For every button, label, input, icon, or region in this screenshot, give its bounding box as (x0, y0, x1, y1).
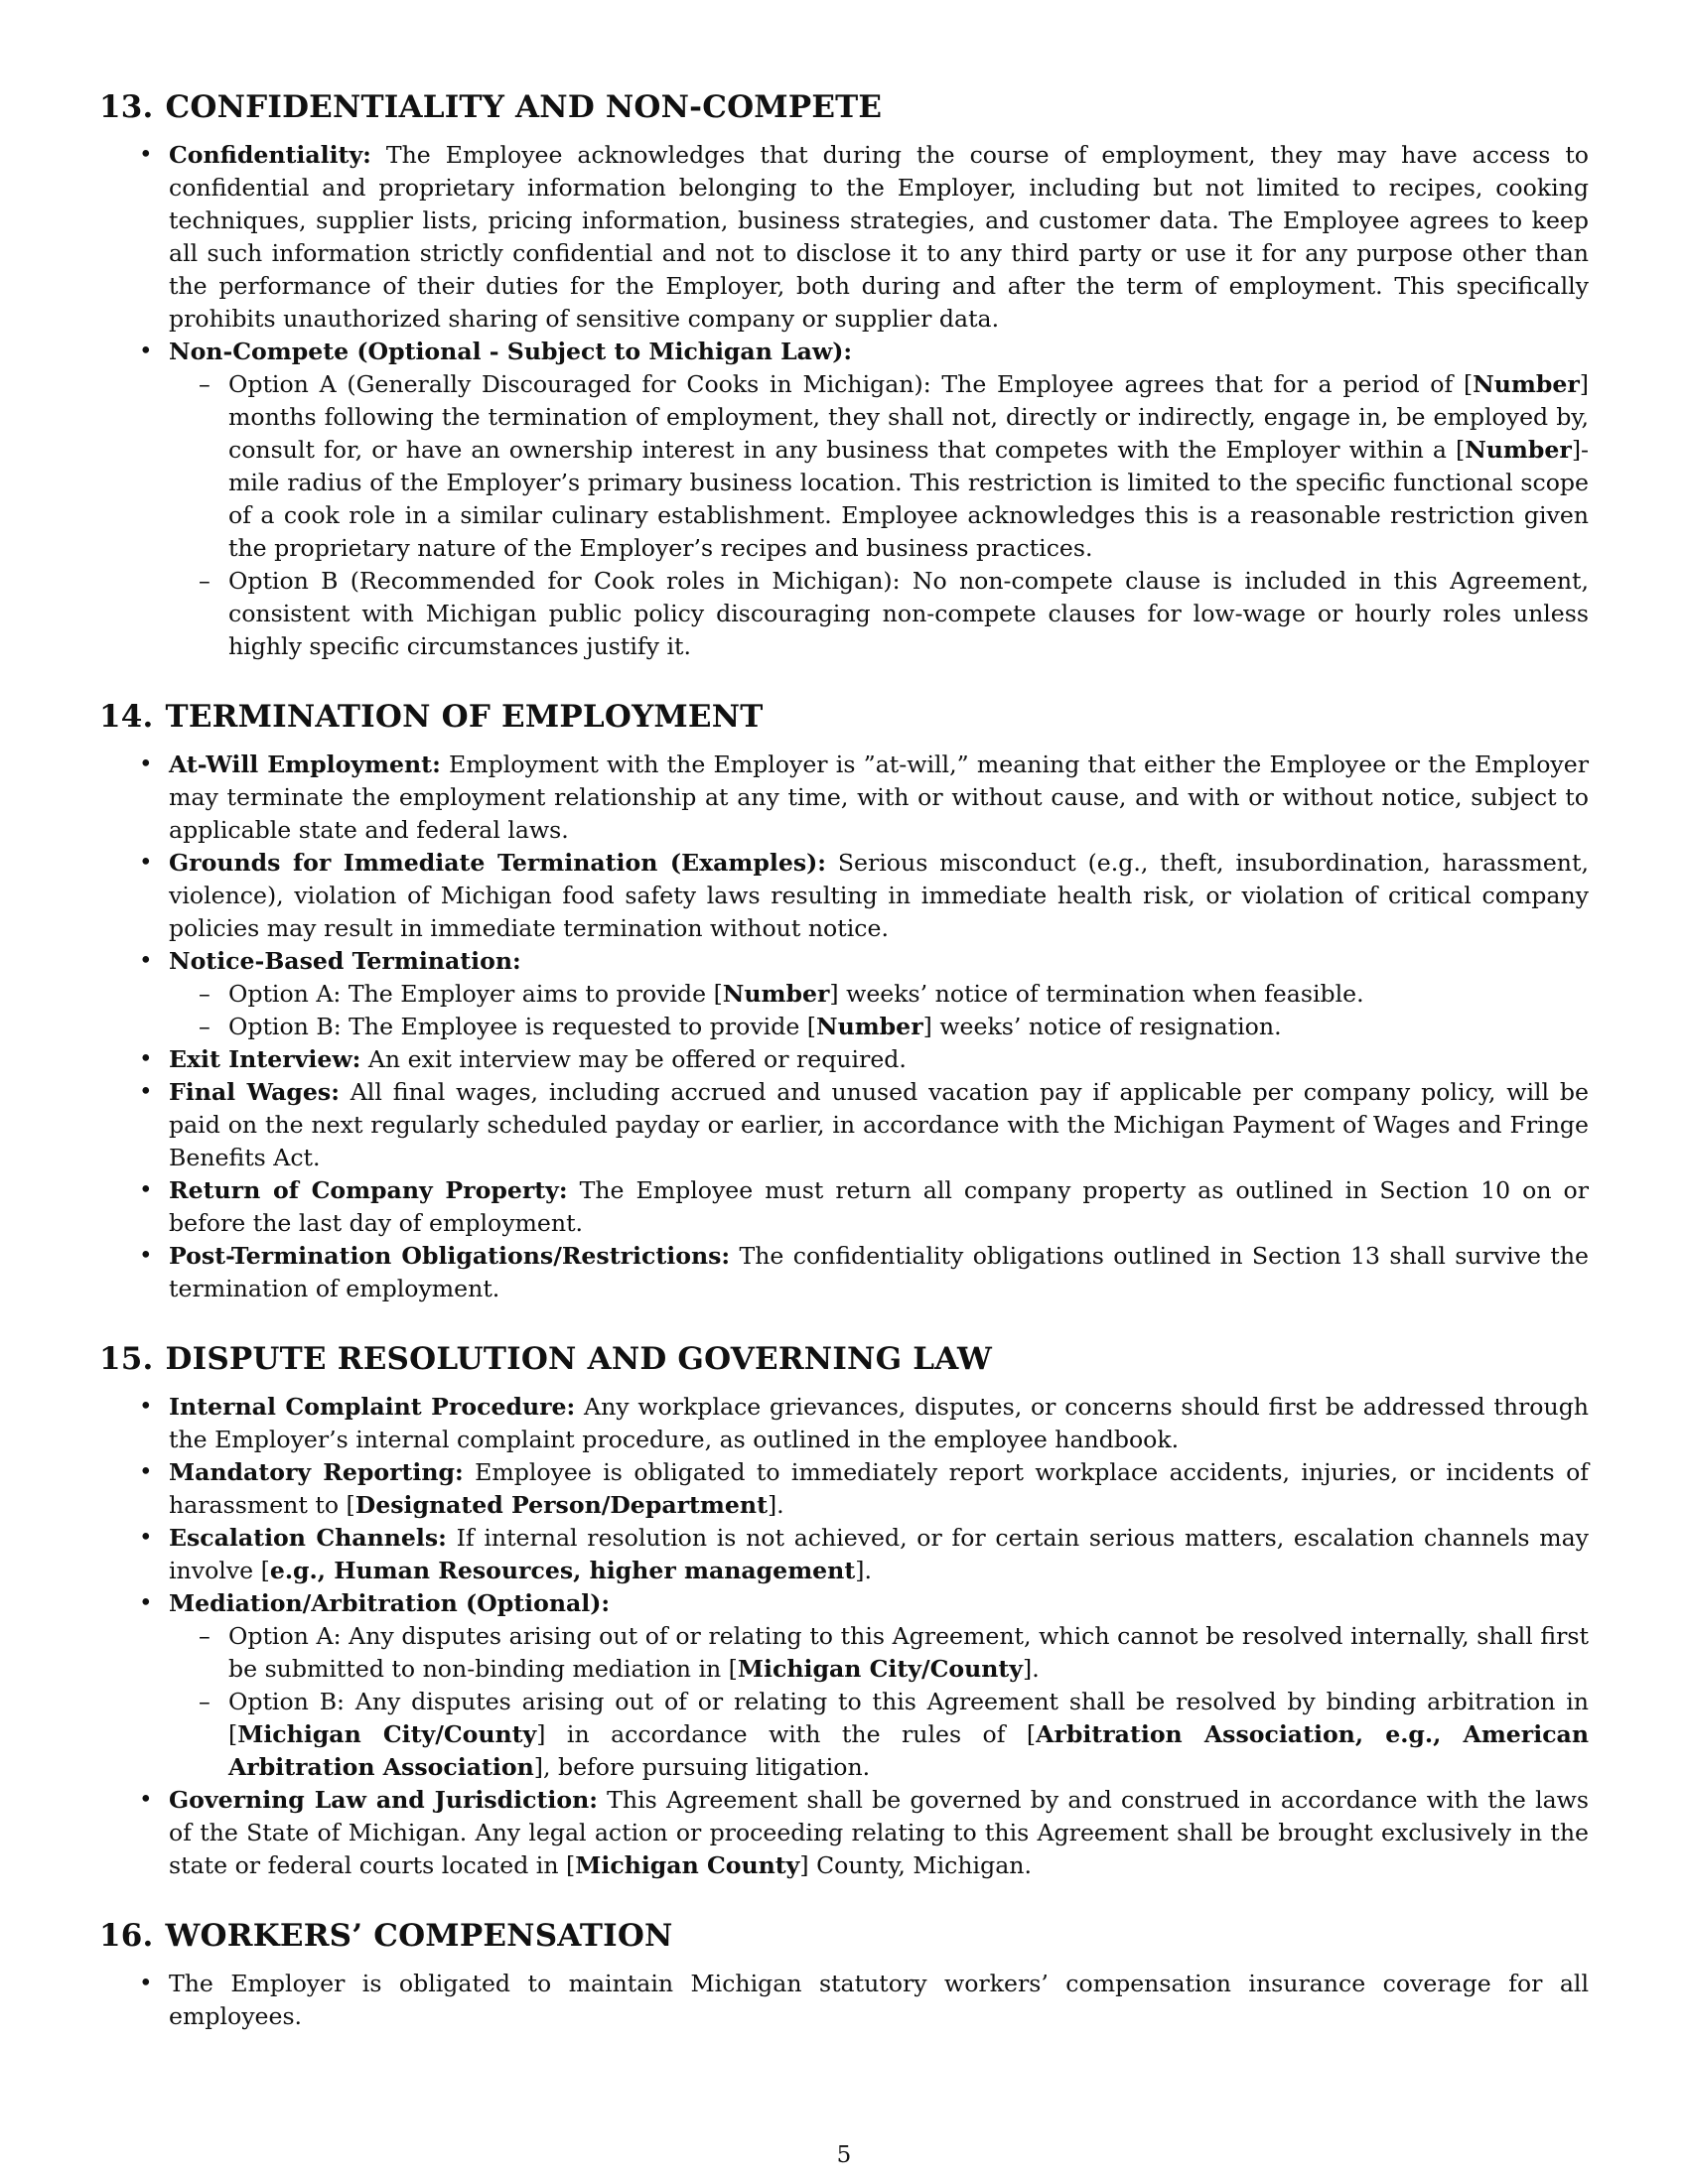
list-item: • Exit Interview: An exit interview may be offered or required. (169, 1043, 1589, 1076)
section-heading: 16. WORKERS’ COMPENSATION (99, 1918, 673, 1954)
sub-list-item: – Option A: Any disputes arising out of or relating to this Agreement, which cannot be resolved internally, shall first be submitted to non-binding mediation in [Michigan City/County]. (228, 1620, 1589, 1686)
list-item: • At-Will Employment: Employment with the Employer is ”at-will,” meaning that either the Employee or the Employer may terminate the employment relationship at any time, with or without cause, and with or without notice, subject to applicable state and federal laws. (169, 749, 1589, 847)
list-item: • The Employer is obligated to maintain Michigan statutory workers’ compensation insurance coverage for all employees. (169, 1968, 1589, 2033)
bullet-list (99, 1968, 1589, 2033)
document-page (99, 89, 1589, 2069)
list-item: • Governing Law and Jurisdiction: This Agreement shall be governed by and construed in accordance with the laws of the State of Michigan. Any legal action or proceeding relating to this Agreement shall be brought exclusively in the state or federal courts located in [Michigan County] County, Michigan. (169, 1784, 1589, 1882)
list-item: • Non-Compete (Optional - Subject to Michigan Law): – Option A (Generally Discouraged for Cooks in Michigan): The Employee agrees that for a period of [Number] months following the termination of employment, they shall not, directly or indirectly, engage in, be employed by, consult for, or have an ownership interest in any business that competes with the Employer within a [Number]-mile radius of the Employer’s primary business location. This restriction is limited to the specific functional scope of a cook role in a similar culinary establishment. Employee acknowledges this is a reasonable restriction given the proprietary nature of the Employer’s recipes and business practices. – Option B (Recommended for Cook roles in Michigan): No non-compete clause is included in this Agreement, consistent with Michigan public policy discouraging non-compete clauses for low-wage or hourly roles unless highly specific circumstances justify it. (169, 336, 1589, 663)
list-item: • Final Wages: All final wages, including accrued and unused vacation pay if applicable per company policy, will be paid on the next regularly scheduled payday or earlier, in accordance with the Michigan Payment of Wages and Fringe Benefits Act. (169, 1076, 1589, 1174)
list-item: • Internal Complaint Procedure: Any workplace grievances, disputes, or concerns should first be addressed through the Employer’s internal complaint procedure, as outlined in the employee handbook. (169, 1391, 1589, 1456)
list-item: • Mediation/Arbitration (Optional): – Option A: Any disputes arising out of or relating to this Agreement, which cannot be resolved internally, shall first be submitted to non-binding mediation in [Michigan City/County]. – Option B: Any disputes arising out of or relating to this Agreement shall be resolved by binding arbitration in [Michigan City/County] in accordance with the rules of [Arbitration Association, e.g., American Arbitration Association], before pursuing litigation. (169, 1587, 1589, 1784)
section-13 (99, 89, 1589, 663)
sub-list (169, 1620, 1589, 1784)
list-item: • Escalation Channels: If internal resolution is not achieved, or for certain serious matters, escalation channels may involve [e.g., Human Resources, higher management]. (169, 1522, 1589, 1587)
sub-list-item: – Option A: The Employer aims to provide [Number] weeks’ notice of termination when feasible. (228, 978, 1589, 1011)
sub-list-item: – Option B: Any disputes arising out of or relating to this Agreement shall be resolved by binding arbitration in [Michigan City/County] in accordance with the rules of [Arbitration Association, e.g., American Arbitration Association], before pursuing litigation. (228, 1686, 1589, 1784)
list-item: • Mandatory Reporting: Employee is obligated to immediately report workplace accidents, injuries, or incidents of harassment to [Designated Person/Department]. (169, 1456, 1589, 1522)
bullet-list (99, 1391, 1589, 1882)
sub-list (169, 978, 1589, 1043)
list-item: • Confidentiality: The Employee acknowledges that during the course of employment, they may have access to confidential and proprietary information belonging to the Employer, including but not limited to recipes, cooking techniques, supplier lists, pricing information, business strategies, and customer data. The Employee agrees to keep all such information strictly confidential and not to disclose it to any third party or use it for any purpose other than the performance of their duties for the Employer, both during and after the term of employment. This specifically prohibits unauthorized sharing of sensitive company or supplier data. (169, 139, 1589, 336)
bullet-list (99, 749, 1589, 1305)
sub-list-item: – Option B (Recommended for Cook roles in Michigan): No non-compete clause is included in this Agreement, consistent with Michigan public policy discouraging non-compete clauses for low-wage or hourly roles unless highly specific circumstances justify it. (228, 565, 1589, 663)
section-heading: 14. TERMINATION OF EMPLOYMENT (99, 699, 764, 735)
section-heading: 15. DISPUTE RESOLUTION AND GOVERNING LAW (99, 1341, 992, 1377)
list-item: • Grounds for Immediate Termination (Examples): Serious misconduct (e.g., theft, insubordination, harassment, violence), violation of Michigan food safety laws resulting in immediate health risk, or violation of critical company policies may result in immediate termination without notice. (169, 847, 1589, 945)
section-14 (99, 699, 1589, 1305)
section-heading: 13. CONFIDENTIALITY AND NON-COMPETE (99, 89, 883, 125)
sub-list-item: – Option A (Generally Discouraged for Cooks in Michigan): The Employee agrees that for a period of [Number] months following the termination of employment, they shall not, directly or indirectly, engage in, be employed by, consult for, or have an ownership interest in any business that competes with the Employer within a [Number]-mile radius of the Employer’s primary business location. This restriction is limited to the specific functional scope of a cook role in a similar culinary establishment. Employee acknowledges this is a reasonable restriction given the proprietary nature of the Employer’s recipes and business practices. (228, 368, 1589, 565)
sub-list-item: – Option B: The Employee is requested to provide [Number] weeks’ notice of resignation. (228, 1011, 1589, 1043)
bullet-list (99, 139, 1589, 663)
list-item: • Post-Termination Obligations/Restrictions: The confidentiality obligations outlined in Section 13 shall survive the termination of employment. (169, 1240, 1589, 1305)
list-item: • Notice-Based Termination: – Option A: The Employer aims to provide [Number] weeks’ notice of termination when feasible. – Option B: The Employee is requested to provide [Number] weeks’ notice of resignation. (169, 945, 1589, 1043)
list-item: • Return of Company Property: The Employee must return all company property as outlined in Section 10 on or before the last day of employment. (169, 1174, 1589, 1240)
section-15 (99, 1341, 1589, 1882)
page-number: 5 (836, 2142, 852, 2168)
sub-list (169, 368, 1589, 663)
section-16 (99, 1918, 1589, 2033)
